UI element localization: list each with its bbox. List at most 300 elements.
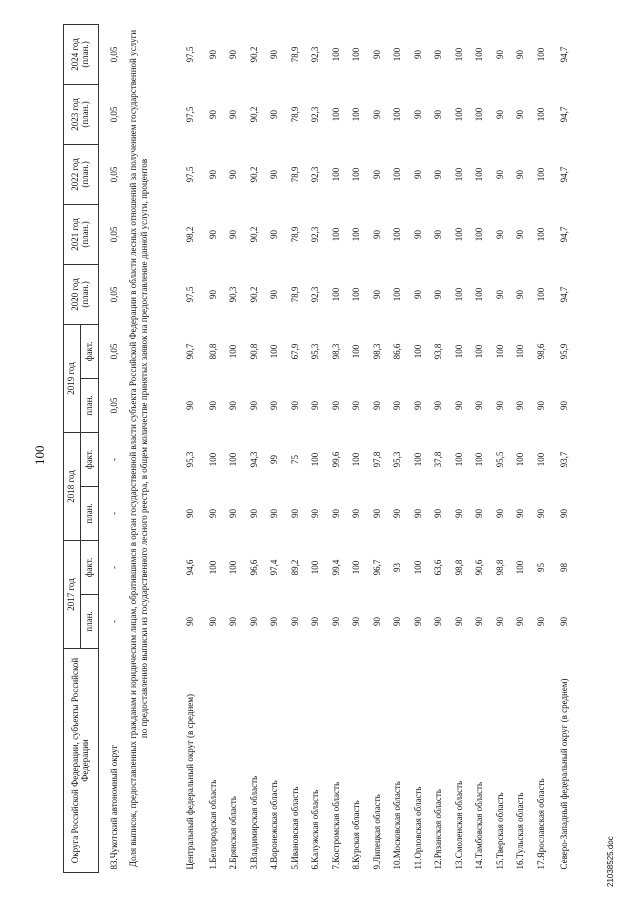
- row-number: 16.: [515, 858, 526, 870]
- value-cell: 90: [351, 508, 362, 518]
- value-cell: 90: [207, 109, 218, 119]
- value-cell: 96,6: [248, 559, 259, 576]
- region-name: [265, 649, 286, 873]
- value-cell: 67,9: [289, 343, 300, 360]
- region-name: Северо-Западный федеральный округ (в среднем): [559, 678, 570, 870]
- value-cell: 90,8: [248, 343, 259, 360]
- value-cell: 95: [535, 563, 546, 572]
- value-cell: 90: [453, 617, 464, 626]
- value-cell: 92,3: [310, 226, 321, 243]
- row-number: 1.: [207, 862, 218, 870]
- region-name: [491, 649, 512, 873]
- region-name: [470, 649, 491, 873]
- value-cell: 90: [228, 49, 239, 59]
- value-cell: 100: [494, 344, 505, 359]
- row-number: 15.: [494, 858, 505, 870]
- value-cell: 94,6: [184, 559, 195, 576]
- table-row: [552, 24, 578, 872]
- value-cell: 100: [535, 167, 546, 182]
- value-cell: 90: [559, 400, 570, 410]
- table-row: [105, 24, 126, 872]
- value-cell: 90: [228, 109, 239, 119]
- value-cell: 94,7: [559, 226, 570, 243]
- value-cell: 96,7: [371, 559, 382, 576]
- value-cell: 93,7: [559, 451, 570, 468]
- value-cell: 95,9: [559, 343, 570, 360]
- region-label: Липецкая область: [371, 794, 382, 863]
- value-cell: 90: [310, 508, 321, 518]
- value-cell: 90: [371, 169, 382, 179]
- value-cell: 90: [494, 617, 505, 626]
- value-cell: 90: [289, 508, 300, 518]
- region-label: Орловская область: [412, 786, 423, 859]
- value-cell: 90: [515, 109, 526, 119]
- region-name: [204, 649, 225, 873]
- value-cell: 78,9: [289, 286, 300, 303]
- value-cell: 90: [289, 400, 300, 410]
- value-cell: 92,3: [310, 46, 321, 63]
- value-cell: -: [109, 457, 120, 461]
- header-region: Округа Российской Федерации, субъекты Российской Федерации: [64, 649, 99, 873]
- value-cell: 100: [330, 47, 341, 62]
- value-cell: 90: [248, 508, 259, 518]
- row-number: 2.: [228, 862, 239, 870]
- row-number: 8.: [351, 862, 362, 870]
- region-name: [245, 649, 266, 873]
- value-cell: 0,05: [109, 286, 120, 303]
- value-cell: 90: [412, 109, 423, 119]
- value-cell: 100: [351, 227, 362, 242]
- value-cell: 98,8: [494, 559, 505, 576]
- document-filename: 21038525.doc: [606, 836, 615, 887]
- value-cell: 100: [412, 452, 423, 467]
- table-row: [532, 24, 553, 872]
- value-cell: 93: [392, 563, 403, 572]
- value-cell: 90: [535, 508, 546, 518]
- value-cell: 94,3: [248, 451, 259, 468]
- value-cell: 86,6: [392, 343, 403, 360]
- value-cell: 98,2: [184, 226, 195, 243]
- value-cell: 63,6: [433, 559, 444, 576]
- value-cell: 97,5: [184, 46, 195, 63]
- value-cell: 90,2: [248, 166, 259, 183]
- region-name: [388, 649, 409, 873]
- value-cell: 97,5: [184, 286, 195, 303]
- value-cell: 90: [269, 289, 280, 299]
- table-row: [470, 24, 491, 872]
- value-cell: 94,7: [559, 46, 570, 63]
- value-cell: 90: [330, 617, 341, 626]
- value-cell: 100: [351, 452, 362, 467]
- table-row: [491, 24, 512, 872]
- value-cell: 100: [392, 167, 403, 182]
- row-number: 17.: [535, 858, 546, 870]
- value-cell: 90: [433, 617, 444, 626]
- table-row: [245, 24, 266, 872]
- value-cell: 90: [207, 508, 218, 518]
- value-cell: 90: [228, 617, 239, 626]
- value-cell: 100: [351, 560, 362, 575]
- row-number: 3.: [248, 862, 259, 870]
- value-cell: 90: [412, 617, 423, 626]
- region-label: Смоленская область: [453, 780, 464, 859]
- header-fact: факт.: [81, 432, 99, 486]
- value-cell: 90: [474, 400, 485, 410]
- value-cell: 98,6: [535, 343, 546, 360]
- value-cell: 100: [453, 227, 464, 242]
- value-cell: 90: [330, 400, 341, 410]
- table-row: [327, 24, 348, 872]
- value-cell: 100: [207, 560, 218, 575]
- value-cell: 95,3: [310, 343, 321, 360]
- value-cell: 90: [371, 617, 382, 626]
- value-cell: 90: [515, 400, 526, 410]
- value-cell: 100: [474, 287, 485, 302]
- value-cell: 90,7: [184, 343, 195, 360]
- table-row: [429, 24, 450, 872]
- value-cell: 100: [412, 344, 423, 359]
- value-cell: 90: [515, 617, 526, 626]
- value-cell: 90: [494, 49, 505, 59]
- value-cell: 90: [269, 169, 280, 179]
- value-cell: 90: [494, 400, 505, 410]
- value-cell: 100: [330, 107, 341, 122]
- value-cell: 90: [412, 169, 423, 179]
- row-number: 6.: [310, 862, 321, 870]
- value-cell: 90: [392, 508, 403, 518]
- region-name: [511, 649, 532, 873]
- row-number: 4.: [269, 862, 280, 870]
- value-cell: 90: [535, 617, 546, 626]
- region-name: [224, 649, 245, 873]
- region-name: [532, 649, 553, 873]
- region-label: Владимирская область: [248, 775, 259, 863]
- value-cell: 100: [474, 167, 485, 182]
- value-cell: 95,5: [494, 451, 505, 468]
- value-cell: 94,7: [559, 166, 570, 183]
- row-number: 5.: [289, 862, 300, 870]
- value-cell: 100: [474, 227, 485, 242]
- value-cell: 100: [330, 167, 341, 182]
- value-cell: -: [109, 620, 120, 623]
- value-cell: 90: [269, 229, 280, 239]
- value-cell: 0,05: [109, 106, 120, 123]
- value-cell: 90: [184, 508, 195, 518]
- value-cell: 90: [269, 109, 280, 119]
- value-cell: 100: [453, 344, 464, 359]
- value-cell: 90: [494, 508, 505, 518]
- value-cell: 90: [494, 289, 505, 299]
- value-cell: 100: [330, 227, 341, 242]
- value-cell: 100: [351, 167, 362, 182]
- header-fact: факт.: [81, 540, 99, 594]
- data-table: [63, 24, 578, 873]
- value-cell: 100: [474, 47, 485, 62]
- value-cell: 100: [269, 344, 280, 359]
- region-label: Тамбовская область: [474, 782, 485, 859]
- value-cell: 90: [433, 229, 444, 239]
- value-cell: 90: [371, 508, 382, 518]
- value-cell: 99,6: [330, 451, 341, 468]
- value-cell: 100: [228, 344, 239, 359]
- value-cell: 90: [433, 109, 444, 119]
- value-cell: 100: [392, 227, 403, 242]
- value-cell: 90: [228, 229, 239, 239]
- value-cell: 90: [515, 49, 526, 59]
- region-name: [409, 649, 430, 873]
- value-cell: 90: [433, 508, 444, 518]
- region-name: [450, 649, 471, 873]
- value-cell: 90: [207, 169, 218, 179]
- value-cell: -: [109, 566, 120, 569]
- value-cell: 92,3: [310, 286, 321, 303]
- header-fact: факт.: [81, 324, 99, 378]
- value-cell: 98,8: [453, 559, 464, 576]
- region-name: [347, 649, 368, 873]
- value-cell: 100: [351, 344, 362, 359]
- region-label: Воронежская область: [269, 780, 280, 863]
- value-cell: 90: [228, 400, 239, 410]
- value-cell: 90,3: [228, 286, 239, 303]
- value-cell: 89,2: [289, 559, 300, 576]
- value-cell: 100: [228, 560, 239, 575]
- header-2019: 2019 год: [64, 324, 81, 432]
- value-cell: 90: [207, 400, 218, 410]
- region-name: [286, 649, 307, 873]
- value-cell: 100: [310, 452, 321, 467]
- value-cell: 90: [433, 49, 444, 59]
- region-label: Тверская область: [494, 792, 505, 859]
- value-cell: 97,5: [184, 106, 195, 123]
- region-label: Курская область: [351, 800, 362, 863]
- row-number: 83.: [109, 858, 120, 870]
- value-cell: 94,7: [559, 106, 570, 123]
- value-cell: 90: [412, 229, 423, 239]
- value-cell: 90: [494, 109, 505, 119]
- value-cell: 98,3: [330, 343, 341, 360]
- value-cell: 90: [269, 508, 280, 518]
- region-label: Чукотский автономный округ: [109, 744, 120, 859]
- region-name: [368, 649, 389, 873]
- value-cell: 78,9: [289, 46, 300, 63]
- header-plan: план.: [81, 486, 99, 540]
- value-cell: 95,3: [184, 451, 195, 468]
- value-cell: 100: [392, 47, 403, 62]
- value-cell: 100: [453, 47, 464, 62]
- value-cell: 90,2: [248, 46, 259, 63]
- value-cell: 100: [351, 107, 362, 122]
- value-cell: 100: [515, 560, 526, 575]
- value-cell: 98,3: [371, 343, 382, 360]
- value-cell: 90: [184, 617, 195, 626]
- value-cell: 97,4: [269, 559, 280, 576]
- value-cell: 100: [453, 287, 464, 302]
- value-cell: 100: [535, 287, 546, 302]
- table-body: [99, 24, 579, 872]
- value-cell: 100: [310, 560, 321, 575]
- region-label: Ярославская область: [535, 778, 546, 859]
- value-cell: 78,9: [289, 226, 300, 243]
- table-row: [511, 24, 532, 872]
- value-cell: 0,05: [109, 343, 120, 360]
- value-cell: 90: [371, 229, 382, 239]
- value-cell: 93,8: [433, 343, 444, 360]
- value-cell: 100: [535, 452, 546, 467]
- row-number: 13.: [453, 858, 464, 870]
- value-cell: 100: [453, 107, 464, 122]
- value-cell: 92,3: [310, 166, 321, 183]
- table-row: [286, 24, 307, 872]
- value-cell: 100: [228, 452, 239, 467]
- value-cell: 90: [433, 169, 444, 179]
- value-cell: 98: [559, 563, 570, 572]
- value-cell: 97,5: [184, 166, 195, 183]
- value-cell: 0,05: [109, 397, 120, 414]
- value-cell: 90: [559, 617, 570, 626]
- value-cell: 37,8: [433, 451, 444, 468]
- header-2023: 2023 год (план.): [64, 84, 99, 144]
- region-label: Калужская область: [310, 789, 321, 863]
- region-label: Тульская область: [515, 792, 526, 859]
- value-cell: 90,2: [248, 226, 259, 243]
- table-row: [178, 24, 204, 872]
- value-cell: 90: [289, 617, 300, 626]
- indicator-title: Доля выписок, предоставленных гражданам и юридическим лицам, обратившимся в орган государственной власти субъекта Российской Федерации в области лесных отношений за получением государственной услуги по предоставлению выписки из государственного лесного реестра, в общем количестве принятых заявок на предоставление данной услуги, процентов: [127, 29, 149, 868]
- value-cell: 100: [474, 452, 485, 467]
- value-cell: 100: [351, 287, 362, 302]
- header-2021: 2021 год (план.): [64, 204, 99, 264]
- table-row: [368, 24, 389, 872]
- header-2022: 2022 год (план.): [64, 144, 99, 204]
- value-cell: 90: [269, 400, 280, 410]
- header-2020: 2020 год (план.): [64, 264, 99, 324]
- region-label: Брянская область: [228, 796, 239, 863]
- value-cell: 90: [433, 289, 444, 299]
- value-cell: 78,9: [289, 106, 300, 123]
- header-plan: план.: [81, 595, 99, 649]
- value-cell: 90: [453, 508, 464, 518]
- row-number: 14.: [474, 858, 485, 870]
- value-cell: 100: [453, 167, 464, 182]
- value-cell: 90: [248, 617, 259, 626]
- value-cell: 90: [412, 508, 423, 518]
- value-cell: 90: [535, 400, 546, 410]
- value-cell: 90: [330, 508, 341, 518]
- header-plan: план.: [81, 378, 99, 432]
- value-cell: 90: [184, 400, 195, 410]
- table-row: [306, 24, 327, 872]
- value-cell: 90: [412, 400, 423, 410]
- value-cell: 90: [269, 617, 280, 626]
- value-cell: 90: [351, 617, 362, 626]
- value-cell: 90: [453, 400, 464, 410]
- value-cell: 90: [207, 617, 218, 626]
- table-row: [388, 24, 409, 872]
- value-cell: 90: [494, 229, 505, 239]
- value-cell: 90: [515, 289, 526, 299]
- header-2018: 2018 год: [64, 432, 81, 540]
- value-cell: 78,9: [289, 166, 300, 183]
- value-cell: 90: [310, 617, 321, 626]
- value-cell: 90: [351, 400, 362, 410]
- value-cell: 90,2: [248, 286, 259, 303]
- value-cell: 90: [371, 289, 382, 299]
- table-row: [204, 24, 225, 872]
- value-cell: 94,7: [559, 286, 570, 303]
- region-name: [429, 649, 450, 873]
- value-cell: 100: [535, 47, 546, 62]
- value-cell: 90: [412, 289, 423, 299]
- value-cell: 100: [474, 344, 485, 359]
- region-name: [306, 649, 327, 873]
- region-label: Ивановская область: [289, 786, 300, 863]
- value-cell: 90: [392, 617, 403, 626]
- row-number: 12.: [433, 858, 444, 870]
- row-number: 7.: [330, 862, 341, 870]
- value-cell: 90,2: [248, 106, 259, 123]
- value-cell: 90: [474, 508, 485, 518]
- table-row: [265, 24, 286, 872]
- region-name: [327, 649, 348, 873]
- region-label: Московская область: [392, 781, 403, 859]
- value-cell: 90: [371, 49, 382, 59]
- value-cell: 0,05: [109, 166, 120, 183]
- value-cell: 100: [474, 107, 485, 122]
- value-cell: -: [109, 511, 120, 515]
- value-cell: 90: [515, 169, 526, 179]
- value-cell: 100: [207, 452, 218, 467]
- value-cell: 80,8: [207, 343, 218, 360]
- value-cell: 92,3: [310, 106, 321, 123]
- value-cell: 90: [228, 508, 239, 518]
- row-number: 11.: [412, 858, 423, 870]
- value-cell: 90: [392, 400, 403, 410]
- value-cell: 90: [433, 400, 444, 410]
- region-name: Центральный федеральный округ (в среднем): [184, 694, 195, 870]
- value-cell: 90: [207, 49, 218, 59]
- value-cell: 0,05: [109, 46, 120, 63]
- value-cell: 90: [207, 289, 218, 299]
- region-label: Белгородская область: [207, 779, 218, 863]
- value-cell: 90,6: [474, 559, 485, 576]
- value-cell: 100: [453, 452, 464, 467]
- value-cell: 90: [371, 400, 382, 410]
- value-cell: 90: [474, 617, 485, 626]
- header-2017: 2017 год: [64, 540, 81, 648]
- value-cell: 95,3: [392, 451, 403, 468]
- value-cell: 90: [494, 169, 505, 179]
- header-2024: 2024 год (план.): [64, 24, 99, 84]
- value-cell: 100: [330, 287, 341, 302]
- value-cell: 100: [515, 452, 526, 467]
- value-cell: 97,8: [371, 451, 382, 468]
- region-label: Костромская область: [330, 781, 341, 863]
- value-cell: 90: [559, 508, 570, 518]
- value-cell: 90: [515, 508, 526, 518]
- value-cell: 90: [371, 109, 382, 119]
- value-cell: 100: [515, 344, 526, 359]
- value-cell: 75: [289, 454, 300, 464]
- table-row: [224, 24, 245, 872]
- row-number: 9.: [371, 862, 382, 870]
- value-cell: 90: [207, 229, 218, 239]
- value-cell: 100: [535, 107, 546, 122]
- value-cell: 90: [515, 229, 526, 239]
- value-cell: 90: [269, 49, 280, 59]
- table-row: [409, 24, 430, 872]
- value-cell: 100: [392, 287, 403, 302]
- value-cell: 90: [228, 169, 239, 179]
